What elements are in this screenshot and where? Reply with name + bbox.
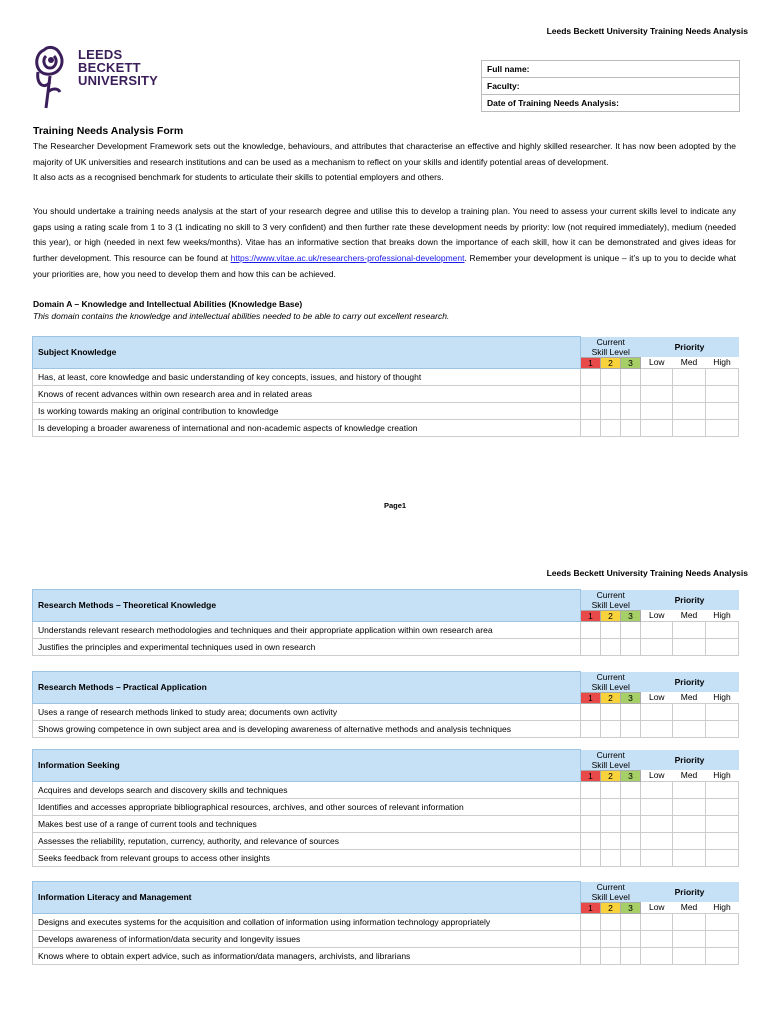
priority-cell[interactable]: [673, 419, 706, 436]
skill-level-cell[interactable]: [621, 638, 641, 655]
skill-description: Knows where to obtain expert advice, such as information/data managers, archivists, and librarians: [33, 947, 581, 964]
current-skill-level-header: Current Skill Level: [581, 672, 641, 693]
skill-description: Assesses the reliability, reputation, currency, authority, and relevance of sources: [33, 832, 581, 849]
skill-level-cell[interactable]: [621, 930, 641, 947]
priority-cell[interactable]: [706, 930, 739, 947]
priority-cell[interactable]: [706, 402, 739, 419]
priority-low-header: Low: [641, 902, 673, 913]
priority-cell[interactable]: [673, 621, 706, 638]
skill-description: Acquires and develops search and discovery skills and techniques: [33, 781, 581, 798]
section-title: Research Methods – Theoretical Knowledge: [33, 590, 581, 622]
page-header: Leeds Beckett University Training Needs Analysis: [546, 26, 748, 36]
section-title: Information Seeking: [33, 750, 581, 782]
priority-high-header: High: [706, 902, 739, 913]
priority-low-header: Low: [641, 610, 673, 621]
priority-cell[interactable]: [673, 947, 706, 964]
skills-table: [32, 749, 739, 867]
full-name-field[interactable]: Full name:: [482, 61, 740, 78]
form-title: Training Needs Analysis Form: [33, 125, 184, 137]
section-title: Subject Knowledge: [33, 337, 581, 369]
priority-cell[interactable]: [641, 402, 673, 419]
level-2-header: 2: [601, 357, 621, 368]
priority-cell[interactable]: [673, 832, 706, 849]
priority-cell[interactable]: [641, 832, 673, 849]
priority-high-header: High: [706, 692, 739, 703]
skill-level-cell[interactable]: [601, 832, 621, 849]
skill-level-cell[interactable]: [581, 930, 601, 947]
faculty-field[interactable]: Faculty:: [482, 78, 740, 95]
skill-description: Develops awareness of information/data security and longevity issues: [33, 930, 581, 947]
table-row: [33, 402, 739, 419]
skill-description: Has, at least, core knowledge and basic understanding of key concepts, issues, and history of thought: [33, 368, 581, 385]
priority-cell[interactable]: [641, 368, 673, 385]
priority-high-header: High: [706, 357, 739, 368]
priority-cell[interactable]: [706, 621, 739, 638]
level-2-header: 2: [601, 902, 621, 913]
priority-med-header: Med: [673, 770, 706, 781]
skill-description: Seeks feedback from relevant groups to access other insights: [33, 849, 581, 866]
priority-cell[interactable]: [641, 385, 673, 402]
section-title: Information Literacy and Management: [33, 882, 581, 914]
priority-high-header: High: [706, 610, 739, 621]
priority-cell[interactable]: [673, 781, 706, 798]
priority-cell[interactable]: [706, 703, 739, 720]
priority-cell[interactable]: [641, 781, 673, 798]
priority-header: Priority: [641, 337, 739, 358]
skill-level-cell[interactable]: [621, 913, 641, 930]
skill-description: Designs and executes systems for the acquisition and collation of information using information technology appropriately: [33, 913, 581, 930]
skills-table: [32, 589, 739, 656]
level-3-header: 3: [621, 770, 641, 781]
skill-level-cell[interactable]: [581, 368, 601, 385]
priority-cell[interactable]: [706, 815, 739, 832]
skill-level-cell[interactable]: [621, 402, 641, 419]
skill-level-cell[interactable]: [621, 621, 641, 638]
skill-description: Makes best use of a range of current tools and techniques: [33, 815, 581, 832]
level-3-header: 3: [621, 610, 641, 621]
table-row: [33, 638, 739, 655]
priority-header: Priority: [641, 590, 739, 611]
skill-level-cell[interactable]: [621, 720, 641, 737]
priority-header: Priority: [641, 750, 739, 771]
priority-cell[interactable]: [641, 849, 673, 866]
skill-level-cell[interactable]: [601, 913, 621, 930]
skill-description: Understands relevant research methodologies and techniques and their appropriate application within own research area: [33, 621, 581, 638]
page-header-2: Leeds Beckett University Training Needs Analysis: [546, 568, 748, 578]
skill-level-cell[interactable]: [601, 781, 621, 798]
skill-level-cell[interactable]: [581, 419, 601, 436]
priority-cell[interactable]: [706, 832, 739, 849]
skill-level-cell[interactable]: [621, 849, 641, 866]
priority-low-header: Low: [641, 357, 673, 368]
table-row: [33, 419, 739, 436]
skill-description: Is working towards making an original contribution to knowledge: [33, 402, 581, 419]
priority-cell[interactable]: [641, 815, 673, 832]
current-skill-level-header: Current Skill Level: [581, 337, 641, 358]
current-skill-level-header: Current Skill Level: [581, 882, 641, 903]
skill-level-cell[interactable]: [581, 849, 601, 866]
priority-cell[interactable]: [673, 913, 706, 930]
skill-level-cell[interactable]: [621, 368, 641, 385]
priority-cell[interactable]: [706, 720, 739, 737]
level-1-header: 1: [581, 357, 601, 368]
table-row: [33, 621, 739, 638]
priority-cell[interactable]: [641, 947, 673, 964]
priority-cell[interactable]: [673, 930, 706, 947]
domain-subtitle: This domain contains the knowledge and intellectual abilities needed to be able to carry out excellent research.: [33, 311, 450, 321]
level-1-header: 1: [581, 692, 601, 703]
priority-med-header: Med: [673, 692, 706, 703]
table-row: [33, 849, 739, 866]
level-2-header: 2: [601, 692, 621, 703]
skill-level-cell[interactable]: [581, 621, 601, 638]
priority-cell[interactable]: [673, 720, 706, 737]
skill-level-cell[interactable]: [581, 832, 601, 849]
skill-level-cell[interactable]: [601, 720, 621, 737]
skill-description: Identifies and accesses appropriate bibliographical resources, archives, and other sources of relevant information: [33, 798, 581, 815]
skill-level-cell[interactable]: [581, 720, 601, 737]
domain-title: Domain A – Knowledge and Intellectual Abilities (Knowledge Base): [33, 299, 303, 309]
level-1-header: 1: [581, 610, 601, 621]
priority-cell[interactable]: [706, 849, 739, 866]
skill-level-cell[interactable]: [581, 385, 601, 402]
skill-level-cell[interactable]: [601, 419, 621, 436]
priority-cell[interactable]: [706, 385, 739, 402]
logo-wordmark: LEEDS BECKETT UNIVERSITY: [78, 47, 159, 88]
level-2-header: 2: [601, 770, 621, 781]
skill-level-cell[interactable]: [601, 385, 621, 402]
skill-level-cell[interactable]: [621, 419, 641, 436]
priority-cell[interactable]: [706, 419, 739, 436]
skill-level-cell[interactable]: [581, 815, 601, 832]
priority-cell[interactable]: [673, 402, 706, 419]
priority-med-header: Med: [673, 902, 706, 913]
priority-cell[interactable]: [706, 913, 739, 930]
skill-level-cell[interactable]: [581, 638, 601, 655]
priority-cell[interactable]: [641, 703, 673, 720]
skill-description: Shows growing competence in own subject area and is developing awareness of alternative methods and analysis techniques: [33, 720, 581, 737]
priority-low-header: Low: [641, 770, 673, 781]
skill-level-cell[interactable]: [601, 947, 621, 964]
skill-description: Justifies the principles and experimental techniques used in own research: [33, 638, 581, 655]
skill-level-cell[interactable]: [621, 703, 641, 720]
table-row: [33, 832, 739, 849]
date-field[interactable]: Date of Training Needs Analysis:: [482, 95, 740, 112]
skill-level-cell[interactable]: [601, 798, 621, 815]
level-3-header: 3: [621, 692, 641, 703]
priority-cell[interactable]: [641, 913, 673, 930]
intro-paragraph: The Researcher Development Framework sets out the knowledge, behaviours, and attributes that characterise an effective and highly skilled researcher. It has now been adopted by the majority of UK universities and research institutions and can be used as a mechanism to reflect on your skills and identify potential areas of development. It also acts as a recognised benchmark for students to articulate their skills to potential employers and others.: [33, 141, 736, 183]
table-row: [33, 385, 739, 402]
skill-level-cell[interactable]: [601, 815, 621, 832]
level-3-header: 3: [621, 902, 641, 913]
priority-cell[interactable]: [673, 368, 706, 385]
skill-level-cell[interactable]: [621, 815, 641, 832]
skills-table: [32, 671, 739, 738]
skill-level-cell[interactable]: [581, 703, 601, 720]
skill-level-cell[interactable]: [601, 638, 621, 655]
priority-cell[interactable]: [706, 368, 739, 385]
skill-level-cell[interactable]: [581, 781, 601, 798]
priority-cell[interactable]: [641, 930, 673, 947]
skill-level-cell[interactable]: [581, 402, 601, 419]
table-row: [33, 815, 739, 832]
priority-high-header: High: [706, 770, 739, 781]
instructions-paragraph: You should undertake a training needs analysis at the start of your research degree and utilise this to develop a training plan. You need to assess your current skills level to indicate any gaps using a rating scale from 1 to 3 (1 indicating no skill to 3 very confident) and then further rate these development needs by priority: low (not required immediately), medium (needed this year), or high (needed in next few weeks/months). Vitae has an informative section that breaks down the importance of each skill, how it can be demonstrated and gives ideas for further development. This resource can be found at https://www.vitae.ac.uk/researchers-professional-development. Remember your development is unique – it’s up to you to decide what your priorities are, how you need to develop them and how this can be achieved.: [33, 206, 736, 279]
priority-header: Priority: [641, 882, 739, 903]
priority-med-header: Med: [673, 610, 706, 621]
priority-med-header: Med: [673, 357, 706, 368]
level-3-header: 3: [621, 357, 641, 368]
skill-level-cell[interactable]: [601, 368, 621, 385]
section-title: Research Methods – Practical Application: [33, 672, 581, 704]
skill-level-cell[interactable]: [601, 402, 621, 419]
skill-level-cell[interactable]: [601, 849, 621, 866]
skills-table: [32, 881, 739, 965]
priority-cell[interactable]: [673, 703, 706, 720]
priority-cell[interactable]: [706, 798, 739, 815]
skill-description: Uses a range of research methods linked to study area; documents own activity: [33, 703, 581, 720]
priority-cell[interactable]: [706, 638, 739, 655]
priority-cell[interactable]: [641, 638, 673, 655]
skill-level-cell[interactable]: [581, 913, 601, 930]
table-row: [33, 703, 739, 720]
level-2-header: 2: [601, 610, 621, 621]
skill-level-cell[interactable]: [581, 798, 601, 815]
priority-cell[interactable]: [641, 419, 673, 436]
priority-cell[interactable]: [673, 385, 706, 402]
info-table: [481, 60, 740, 112]
table-row: [33, 798, 739, 815]
priority-cell[interactable]: [641, 798, 673, 815]
priority-cell[interactable]: [673, 849, 706, 866]
skill-description: Knows of recent advances within own research area and in related areas: [33, 385, 581, 402]
level-1-header: 1: [581, 902, 601, 913]
current-skill-level-header: Current Skill Level: [581, 590, 641, 611]
page-number: Page1: [383, 501, 407, 510]
skill-level-cell[interactable]: [621, 947, 641, 964]
skill-level-cell[interactable]: [621, 385, 641, 402]
skill-description: Is developing a broader awareness of international and non-academic aspects of knowledge creation: [33, 419, 581, 436]
priority-cell[interactable]: [673, 798, 706, 815]
skill-level-cell[interactable]: [601, 621, 621, 638]
vitae-link[interactable]: https://www.vitae.ac.uk/researchers-professional-development: [230, 253, 465, 264]
priority-header: Priority: [641, 672, 739, 693]
priority-cell[interactable]: [706, 781, 739, 798]
table-row: [33, 781, 739, 798]
skill-level-cell[interactable]: [621, 798, 641, 815]
table-row: [33, 947, 739, 964]
skill-level-cell[interactable]: [581, 947, 601, 964]
priority-cell[interactable]: [673, 638, 706, 655]
priority-low-header: Low: [641, 692, 673, 703]
table-row: [33, 368, 739, 385]
skill-level-cell[interactable]: [601, 703, 621, 720]
priority-cell[interactable]: [641, 621, 673, 638]
table-row: [33, 720, 739, 737]
priority-cell[interactable]: [641, 720, 673, 737]
table-row: [33, 913, 739, 930]
priority-cell[interactable]: [673, 815, 706, 832]
skill-level-cell[interactable]: [621, 781, 641, 798]
skill-level-cell[interactable]: [621, 832, 641, 849]
current-skill-level-header: Current Skill Level: [581, 750, 641, 771]
priority-cell[interactable]: [706, 947, 739, 964]
level-1-header: 1: [581, 770, 601, 781]
skills-table: [32, 336, 739, 437]
table-row: [33, 930, 739, 947]
skill-level-cell[interactable]: [601, 930, 621, 947]
